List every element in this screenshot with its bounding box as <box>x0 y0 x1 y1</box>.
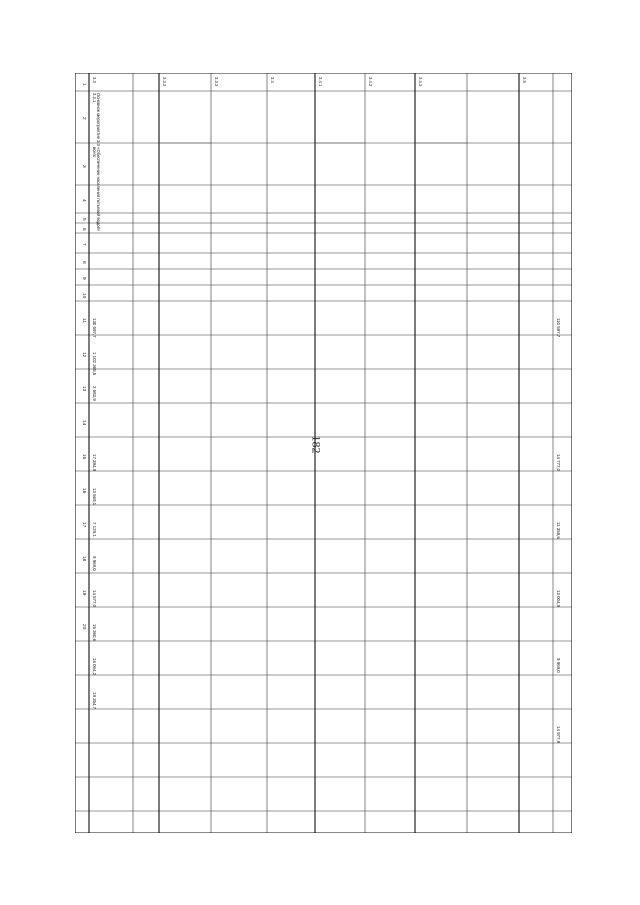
summary-row <box>556 318 561 744</box>
total-value: 16 064,2 <box>92 658 97 676</box>
row-number: 3.4.1 <box>318 77 323 87</box>
column-number: 5 <box>81 218 86 221</box>
total-value: 17 394,9 <box>92 454 97 472</box>
page-number: 182 <box>309 435 324 454</box>
row-number: 3.4.2 <box>368 77 373 87</box>
column-number: 18 <box>81 556 86 562</box>
row-number: 3.5 <box>522 77 527 83</box>
table-grid <box>75 73 572 833</box>
column-number: 15 <box>81 454 86 460</box>
block-total: 11 359,6 <box>556 522 561 539</box>
total-value: 19 354,7 <box>92 692 97 710</box>
column-number: 8 <box>81 261 86 264</box>
total-value: 14 577,0 <box>92 590 97 608</box>
column-number: 14 <box>81 420 86 426</box>
row-number: 3.4.3 <box>418 77 423 87</box>
column-number: 9 <box>81 277 86 280</box>
column-number: 20 <box>81 624 86 630</box>
column-number: 13 <box>81 386 86 392</box>
column-number: 11 <box>81 318 86 323</box>
row-number: 3.3.3 <box>214 77 219 87</box>
row-labels <box>92 77 527 232</box>
row-number: 3.4 <box>270 77 275 83</box>
total-value: 9 969,0 <box>92 556 97 571</box>
total-value: 7 129,1 <box>92 522 97 537</box>
column-number: 12 <box>81 352 86 358</box>
total-label: всего <box>92 147 97 158</box>
block-total: 13 004,9 <box>556 590 561 608</box>
column-number: 19 <box>81 590 86 596</box>
column-number: 7 <box>81 243 86 246</box>
column-number: 6 <box>81 228 86 231</box>
column-number: 3 <box>81 165 86 168</box>
column-number: 17 <box>81 522 86 528</box>
row-name: Основное мероприятие 3.3 «Обеспечение населения питьевой водой» <box>96 93 101 232</box>
rotated-budget-table <box>75 73 572 833</box>
row-number: 3.3.2 <box>162 77 167 87</box>
row-number: 3.3.1 <box>92 93 97 103</box>
row-number: 3.3 <box>92 77 97 83</box>
block-total: 9 969,0 <box>556 658 561 673</box>
column-number: 4 <box>81 199 86 202</box>
column-number: 16 <box>81 488 86 494</box>
total-value: 15 360,6 <box>92 624 97 642</box>
total-value: 1 102 365,5 <box>92 352 97 376</box>
column-number-strip <box>81 83 87 630</box>
block-total: 14 977,8 <box>556 726 561 744</box>
total-value: 130 597,7 <box>92 318 97 338</box>
total-value: 13 569,1 <box>92 488 97 506</box>
column-number: 2 <box>81 117 86 120</box>
block-total: 110 597,7 <box>556 318 561 338</box>
column-number: 10 <box>81 293 86 299</box>
column-number: 1 <box>81 83 86 86</box>
total-value: 2 583,9 <box>92 386 97 401</box>
block-total: 14 777,0 <box>556 454 561 472</box>
totals-row <box>92 147 97 710</box>
